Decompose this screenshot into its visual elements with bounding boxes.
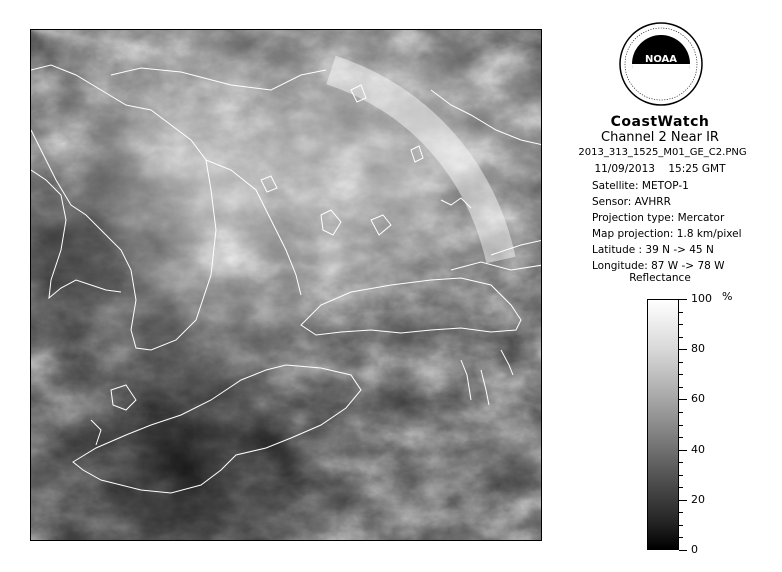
channel-label: Channel 2 Near IR	[601, 130, 719, 145]
colorbar-minor-tick	[679, 437, 683, 438]
satellite-cloud-field	[31, 30, 542, 541]
meta-latitude: Latitude : 39 N -> 45 N	[592, 244, 714, 256]
meta-map-projection: Map projection: 1.8 km/pixel	[592, 228, 742, 240]
time-value: 15:25 GMT	[668, 163, 726, 175]
colorbar-minor-tick	[679, 475, 683, 476]
satellite-image	[30, 29, 542, 541]
colorbar-tick-label: 0	[691, 543, 698, 556]
noaa-logo-text: NOAA	[644, 54, 678, 65]
meta-longitude: Longitude: 87 W -> 78 W	[592, 260, 725, 272]
colorbar-major-tick	[679, 399, 687, 400]
colorbar-tick-label: 20	[691, 493, 705, 506]
colorbar-minor-tick	[679, 312, 683, 313]
noaa-logo	[619, 22, 703, 106]
colorbar-minor-tick	[679, 487, 683, 488]
colorbar-tick-label: 40	[691, 443, 705, 456]
datetime-label	[560, 163, 760, 175]
colorbar-major-tick	[679, 550, 687, 551]
colorbar-minor-tick	[679, 337, 683, 338]
reflectance-colorbar	[647, 299, 679, 550]
date-value: 11/09/2013	[594, 163, 655, 175]
meta-satellite: Satellite: METOP-1	[592, 180, 689, 192]
colorbar-major-tick	[679, 299, 687, 300]
colorbar-major-tick	[679, 349, 687, 350]
colorbar-tick-label: 100	[691, 292, 712, 305]
colorbar-minor-tick	[679, 412, 683, 413]
brand-title: CoastWatch	[610, 114, 710, 130]
colorbar-minor-tick	[679, 537, 683, 538]
filename-label: 2013_313_1525_M01_GE_C2.PNG	[578, 147, 747, 158]
colorbar-minor-tick	[679, 525, 683, 526]
meta-sensor: Sensor: AVHRR	[592, 196, 671, 208]
colorbar-major-tick	[679, 450, 687, 451]
colorbar-major-tick	[679, 500, 687, 501]
colorbar-minor-tick	[679, 512, 683, 513]
legend-title: Reflectance	[629, 272, 691, 284]
colorbar-minor-tick	[679, 425, 683, 426]
colorbar-minor-tick	[679, 387, 683, 388]
meta-projection-type: Projection type: Mercator	[592, 212, 725, 224]
colorbar-minor-tick	[679, 462, 683, 463]
colorbar-minor-tick	[679, 374, 683, 375]
colorbar-tick-label: 80	[691, 342, 705, 355]
legend-unit: %	[722, 290, 733, 303]
colorbar-minor-tick	[679, 324, 683, 325]
colorbar-minor-tick	[679, 362, 683, 363]
colorbar-tick-label: 60	[691, 392, 705, 405]
